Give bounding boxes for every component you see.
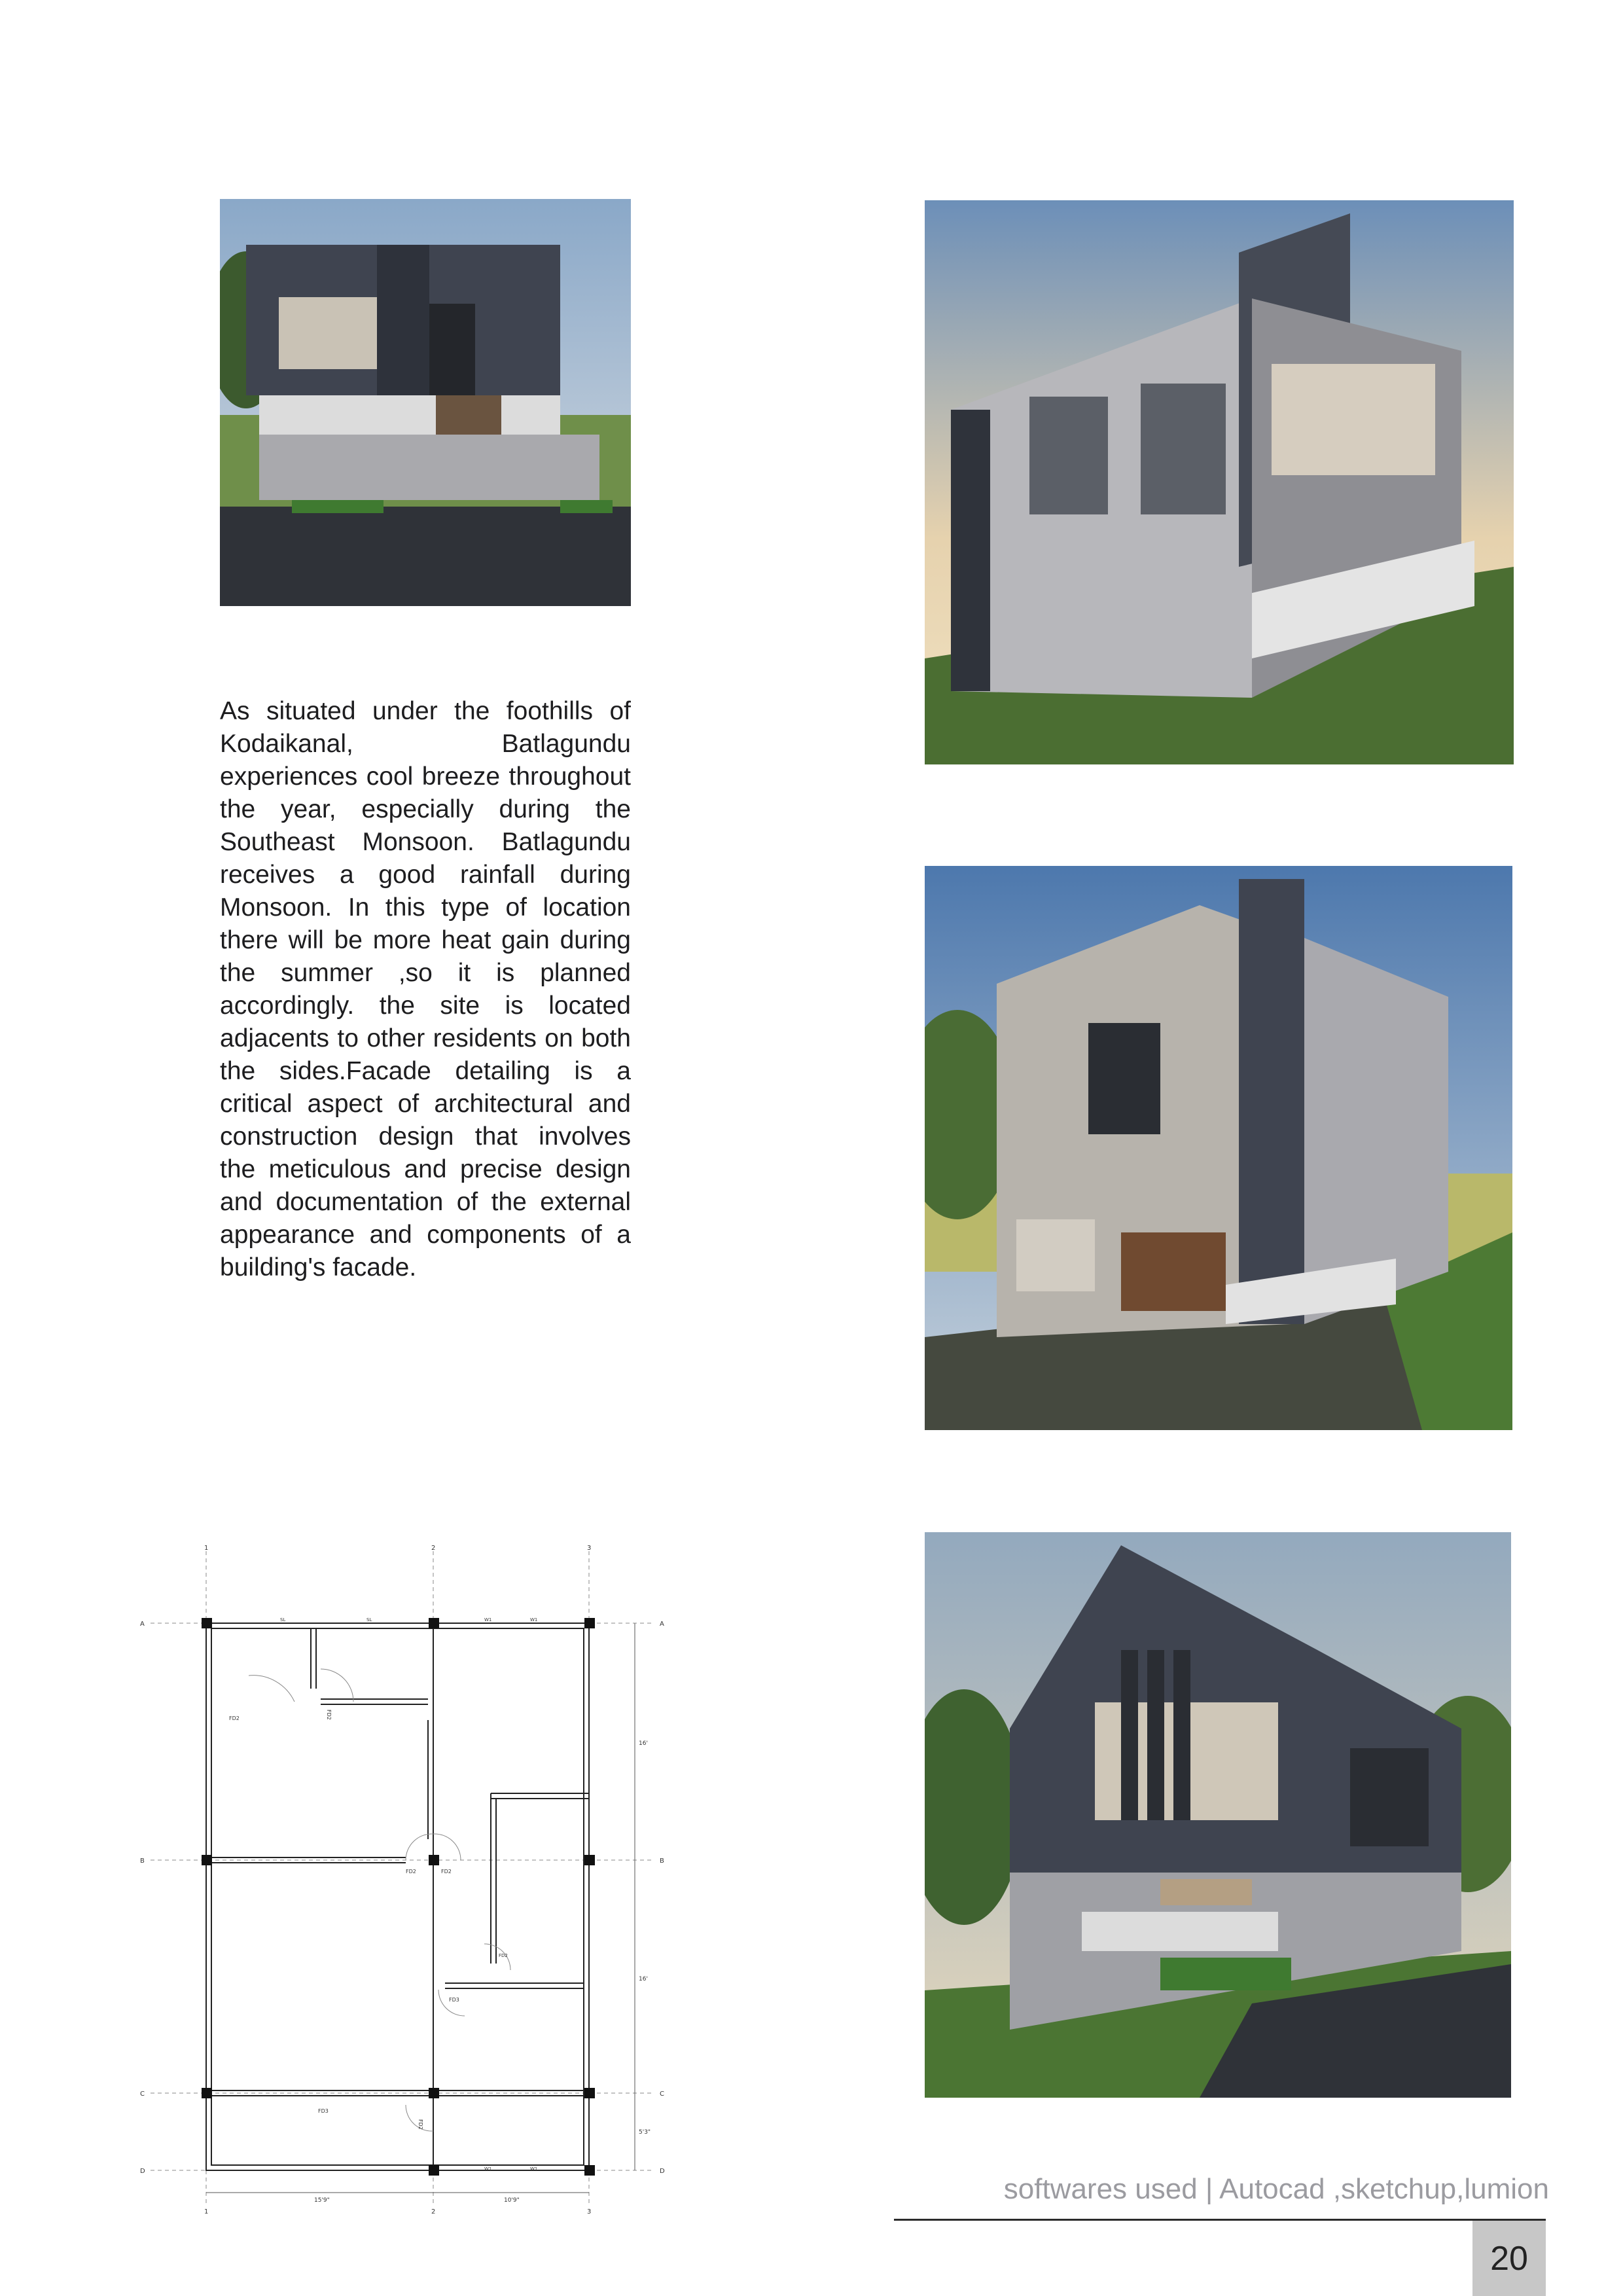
door-label: FD3: [318, 2108, 329, 2114]
window-label: W1: [530, 1617, 538, 1623]
dimension-left-width: 15'9": [314, 2197, 330, 2204]
door-label: FD2: [418, 2119, 423, 2130]
door-label: FD2: [406, 1869, 416, 1874]
side-view-render-day: [925, 866, 1512, 1430]
side-view-render-dusk: [925, 200, 1514, 764]
grid-label-row-a: A: [140, 1621, 145, 1628]
window-label: SL: [280, 1617, 286, 1623]
grid-label-col-1-bottom: 1: [204, 2208, 209, 2215]
grid-label-col-2: 2: [431, 1545, 436, 1552]
grid-label-row-c: C: [140, 2090, 145, 2098]
grid-label-row-d: D: [140, 2168, 145, 2175]
grid-label-row-c-right: C: [660, 2090, 664, 2098]
window-label: W1: [484, 2166, 492, 2172]
grid-label-col-3: 3: [587, 1545, 592, 1552]
dimension-lower: 5'3": [639, 2129, 651, 2136]
project-description: As situated under the foothills of Kodaikanal, Batlagundu experiences cool breeze throughout the year, especially during the Southeast Monsoon. Batlagundu receives a good rainfall during Monsoon. In this type of location there will be more heat gain during the summer ,so it is planned accordingly. the site is located adjacents to other residents on both the sides.Facade detailing is a critical aspect of architectural and construction design that involves the meticulous and precise design and documentation of the external appearance and components of a building's facade.: [220, 697, 631, 1282]
grid-label-row-d-right: D: [660, 2168, 665, 2175]
grid-label-col-2-bottom: 2: [431, 2208, 436, 2215]
dimension-right-width: 10'9": [504, 2197, 520, 2204]
corner-view-render: [925, 1532, 1511, 2098]
floor-plan-drawing: [131, 1538, 694, 2232]
grid-label-col-1: 1: [204, 1545, 209, 1552]
grid-label-row-b: B: [140, 1857, 145, 1865]
door-label: FD2: [229, 1715, 240, 1721]
footer-divider: [894, 2219, 1546, 2221]
door-label: FD2: [326, 1710, 332, 1720]
window-label: W1: [484, 1617, 492, 1623]
front-elevation-render: [220, 199, 631, 606]
page-number: 20: [1472, 2221, 1546, 2296]
door-label: FD3: [449, 1997, 459, 2003]
dimension-middle: 16': [639, 1976, 648, 1982]
window-label: SL: [366, 1617, 372, 1623]
door-label: FD2: [499, 1953, 508, 1958]
door-label: FD2: [441, 1869, 452, 1874]
dimension-upper: 16': [639, 1740, 648, 1747]
grid-label-row-a-right: A: [660, 1621, 664, 1628]
window-label: W1: [530, 2166, 538, 2172]
grid-label-row-b-right: B: [660, 1857, 664, 1865]
grid-label-col-3-bottom: 3: [587, 2208, 592, 2215]
software-credits: softwares used | Autocad ,sketchup,lumion: [1003, 2173, 1549, 2205]
